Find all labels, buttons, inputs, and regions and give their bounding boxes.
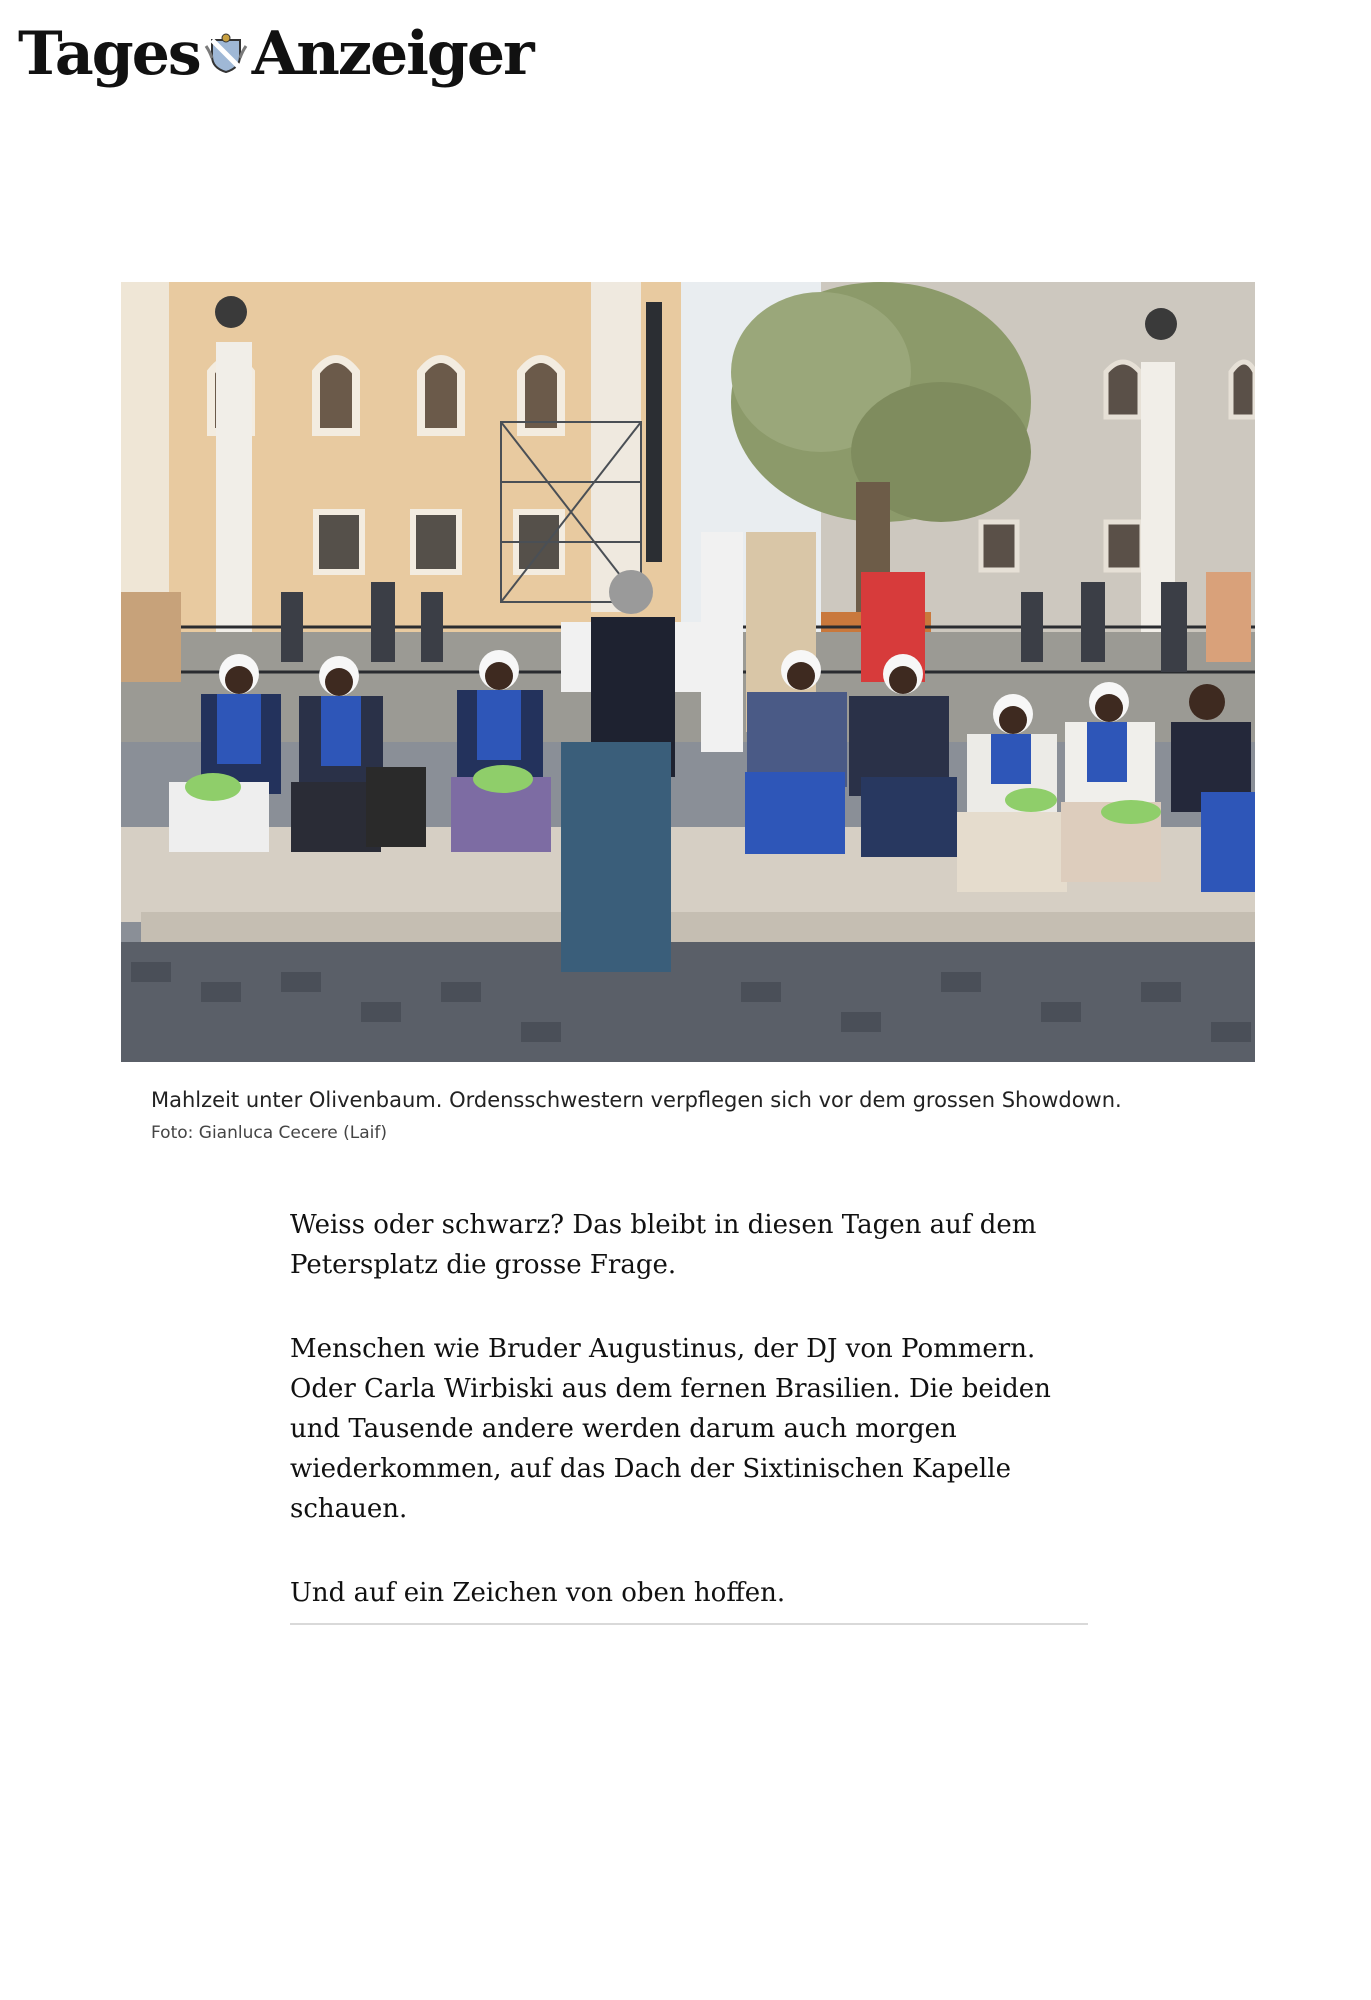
article-divider [290,1623,1088,1625]
logo-text-left: Tages [18,19,200,89]
article-paragraph: Weiss oder schwarz? Das bleibt in diesen Tagen auf dem Petersplatz die grosse Frage. [290,1210,1037,1280]
article-body [290,1205,1088,1657]
article-paragraph: Und auf ein Zeichen von oben hoffen. [290,1578,786,1608]
photo-nuns-olive-tree [121,282,1255,1062]
photo-credit: Foto: Gianluca Cecere (Laif) [151,1123,387,1143]
logo-text-right: Anzeiger [251,19,533,89]
photo-caption: Mahlzeit unter Olivenbaum. Ordensschwestern verpflegen sich vor dem grossen Showdown. [151,1088,1122,1112]
article-photo [121,282,1255,1062]
article-paragraph: Menschen wie Bruder Augustinus, der DJ von Pommern. Oder Carla Wirbiski aus dem fernen Brasilien. Die beiden und Tausende andere werden darum auch morgen wiederkommen, auf das Dach der Sixtinischen Kapelle schauen. [290,1334,1051,1524]
site-logo[interactable] [18,18,533,90]
crest-icon [204,32,248,76]
